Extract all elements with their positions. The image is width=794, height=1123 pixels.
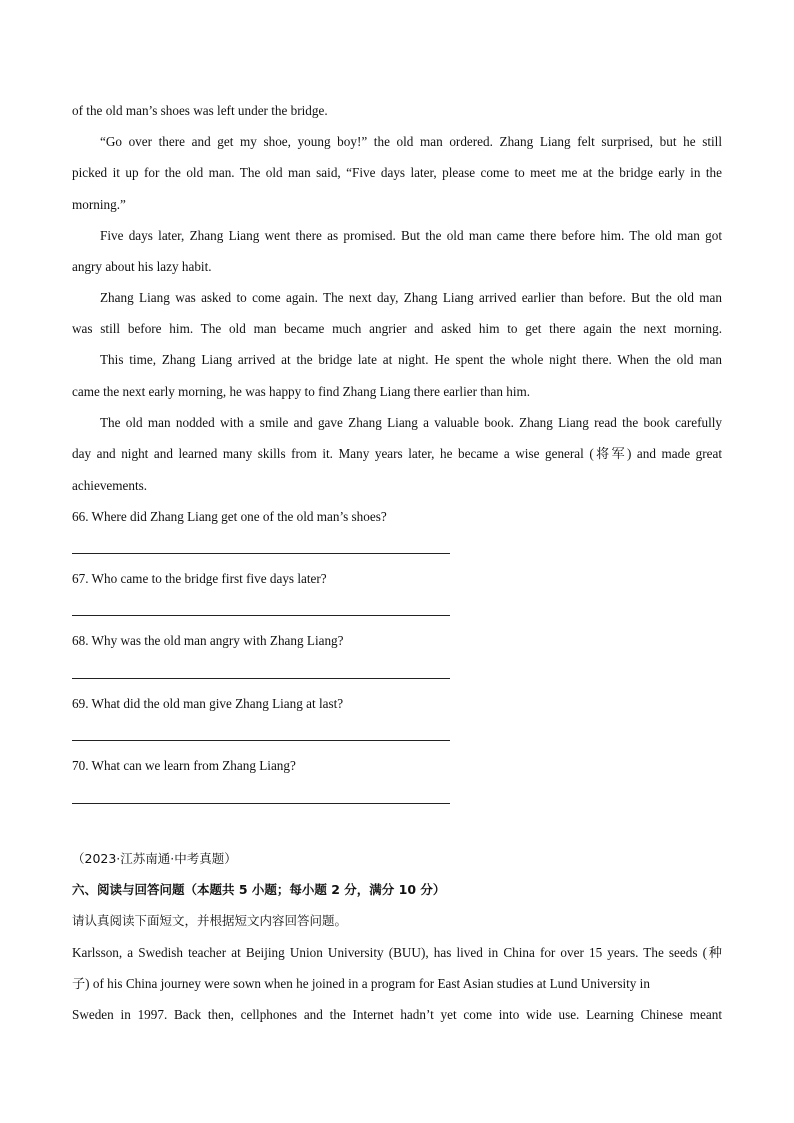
question-70: 70. What can we learn from Zhang Liang? bbox=[72, 758, 296, 773]
story-line-7: Zhang Liang was asked to come again. The next day, Zhang Liang arrived earlier than before. But the old man bbox=[100, 290, 722, 305]
story-line-11: The old man nodded with a smile and gave Zhang Liang a valuable book. Zhang Liang read the book carefully bbox=[100, 415, 722, 430]
story-line-4: morning.” bbox=[72, 197, 126, 212]
story-line-6: angry about his lazy habit. bbox=[72, 259, 212, 274]
question-67: 67. Who came to the bridge first five days later? bbox=[72, 571, 327, 586]
passage-line-3: Sweden in 1997. Back then, cellphones and the Internet hadn’t yet come into wide use. Learning Chinese meant bbox=[72, 1007, 722, 1022]
answer-line-67[interactable] bbox=[72, 615, 450, 616]
story-line-1: of the old man’s shoes was left under the bridge. bbox=[72, 103, 328, 118]
story-line-3: picked it up for the old man. The old man said, “Five days later, please come to meet me at the bridge early in the bbox=[72, 165, 722, 180]
question-66: 66. Where did Zhang Liang get one of the old man’s shoes? bbox=[72, 509, 387, 524]
section-heading: 六、阅读与回答问题（本题共 5 小题；每小题 2 分，满分 10 分） bbox=[72, 882, 446, 897]
answer-line-68[interactable] bbox=[72, 678, 450, 679]
answer-line-66[interactable] bbox=[72, 553, 450, 554]
story-line-10: came the next early morning, he was happy to find Zhang Liang there earlier than him. bbox=[72, 384, 531, 399]
section-instruction: 请认真阅读下面短文，并根据短文内容回答问题。 bbox=[72, 913, 348, 928]
question-68: 68. Why was the old man angry with Zhang Liang? bbox=[72, 633, 344, 648]
answer-line-70[interactable] bbox=[72, 803, 450, 804]
story-line-13: achievements. bbox=[72, 478, 148, 493]
answer-line-69[interactable] bbox=[72, 740, 450, 741]
story-line-9: This time, Zhang Liang arrived at the bridge late at night. He spent the whole night there. When the old man bbox=[100, 352, 722, 367]
story-line-12: day and night and learned many skills from it. Many years later, he became a wise general (将军) and made great bbox=[72, 446, 722, 461]
passage-line-1: Karlsson, a Swedish teacher at Beijing Union University (BUU), has lived in China for over 15 years. The seeds (种 bbox=[72, 945, 722, 960]
story-line-8: was still before him. The old man became much angrier and asked him to get there again the next morning. bbox=[72, 321, 722, 336]
question-69: 69. What did the old man give Zhang Liang at last? bbox=[72, 696, 344, 711]
story-line-5: Five days later, Zhang Liang went there as promised. But the old man came there before him. The old man got bbox=[100, 228, 722, 243]
section-source: （2023·江苏南通·中考真题） bbox=[72, 851, 237, 866]
passage-line-2: 子) of his China journey were sown when he joined in a program for East Asian studies at Lund University in bbox=[72, 976, 650, 991]
story-line-2: “Go over there and get my shoe, young boy!” the old man ordered. Zhang Liang felt surprised, but he still bbox=[100, 134, 722, 149]
